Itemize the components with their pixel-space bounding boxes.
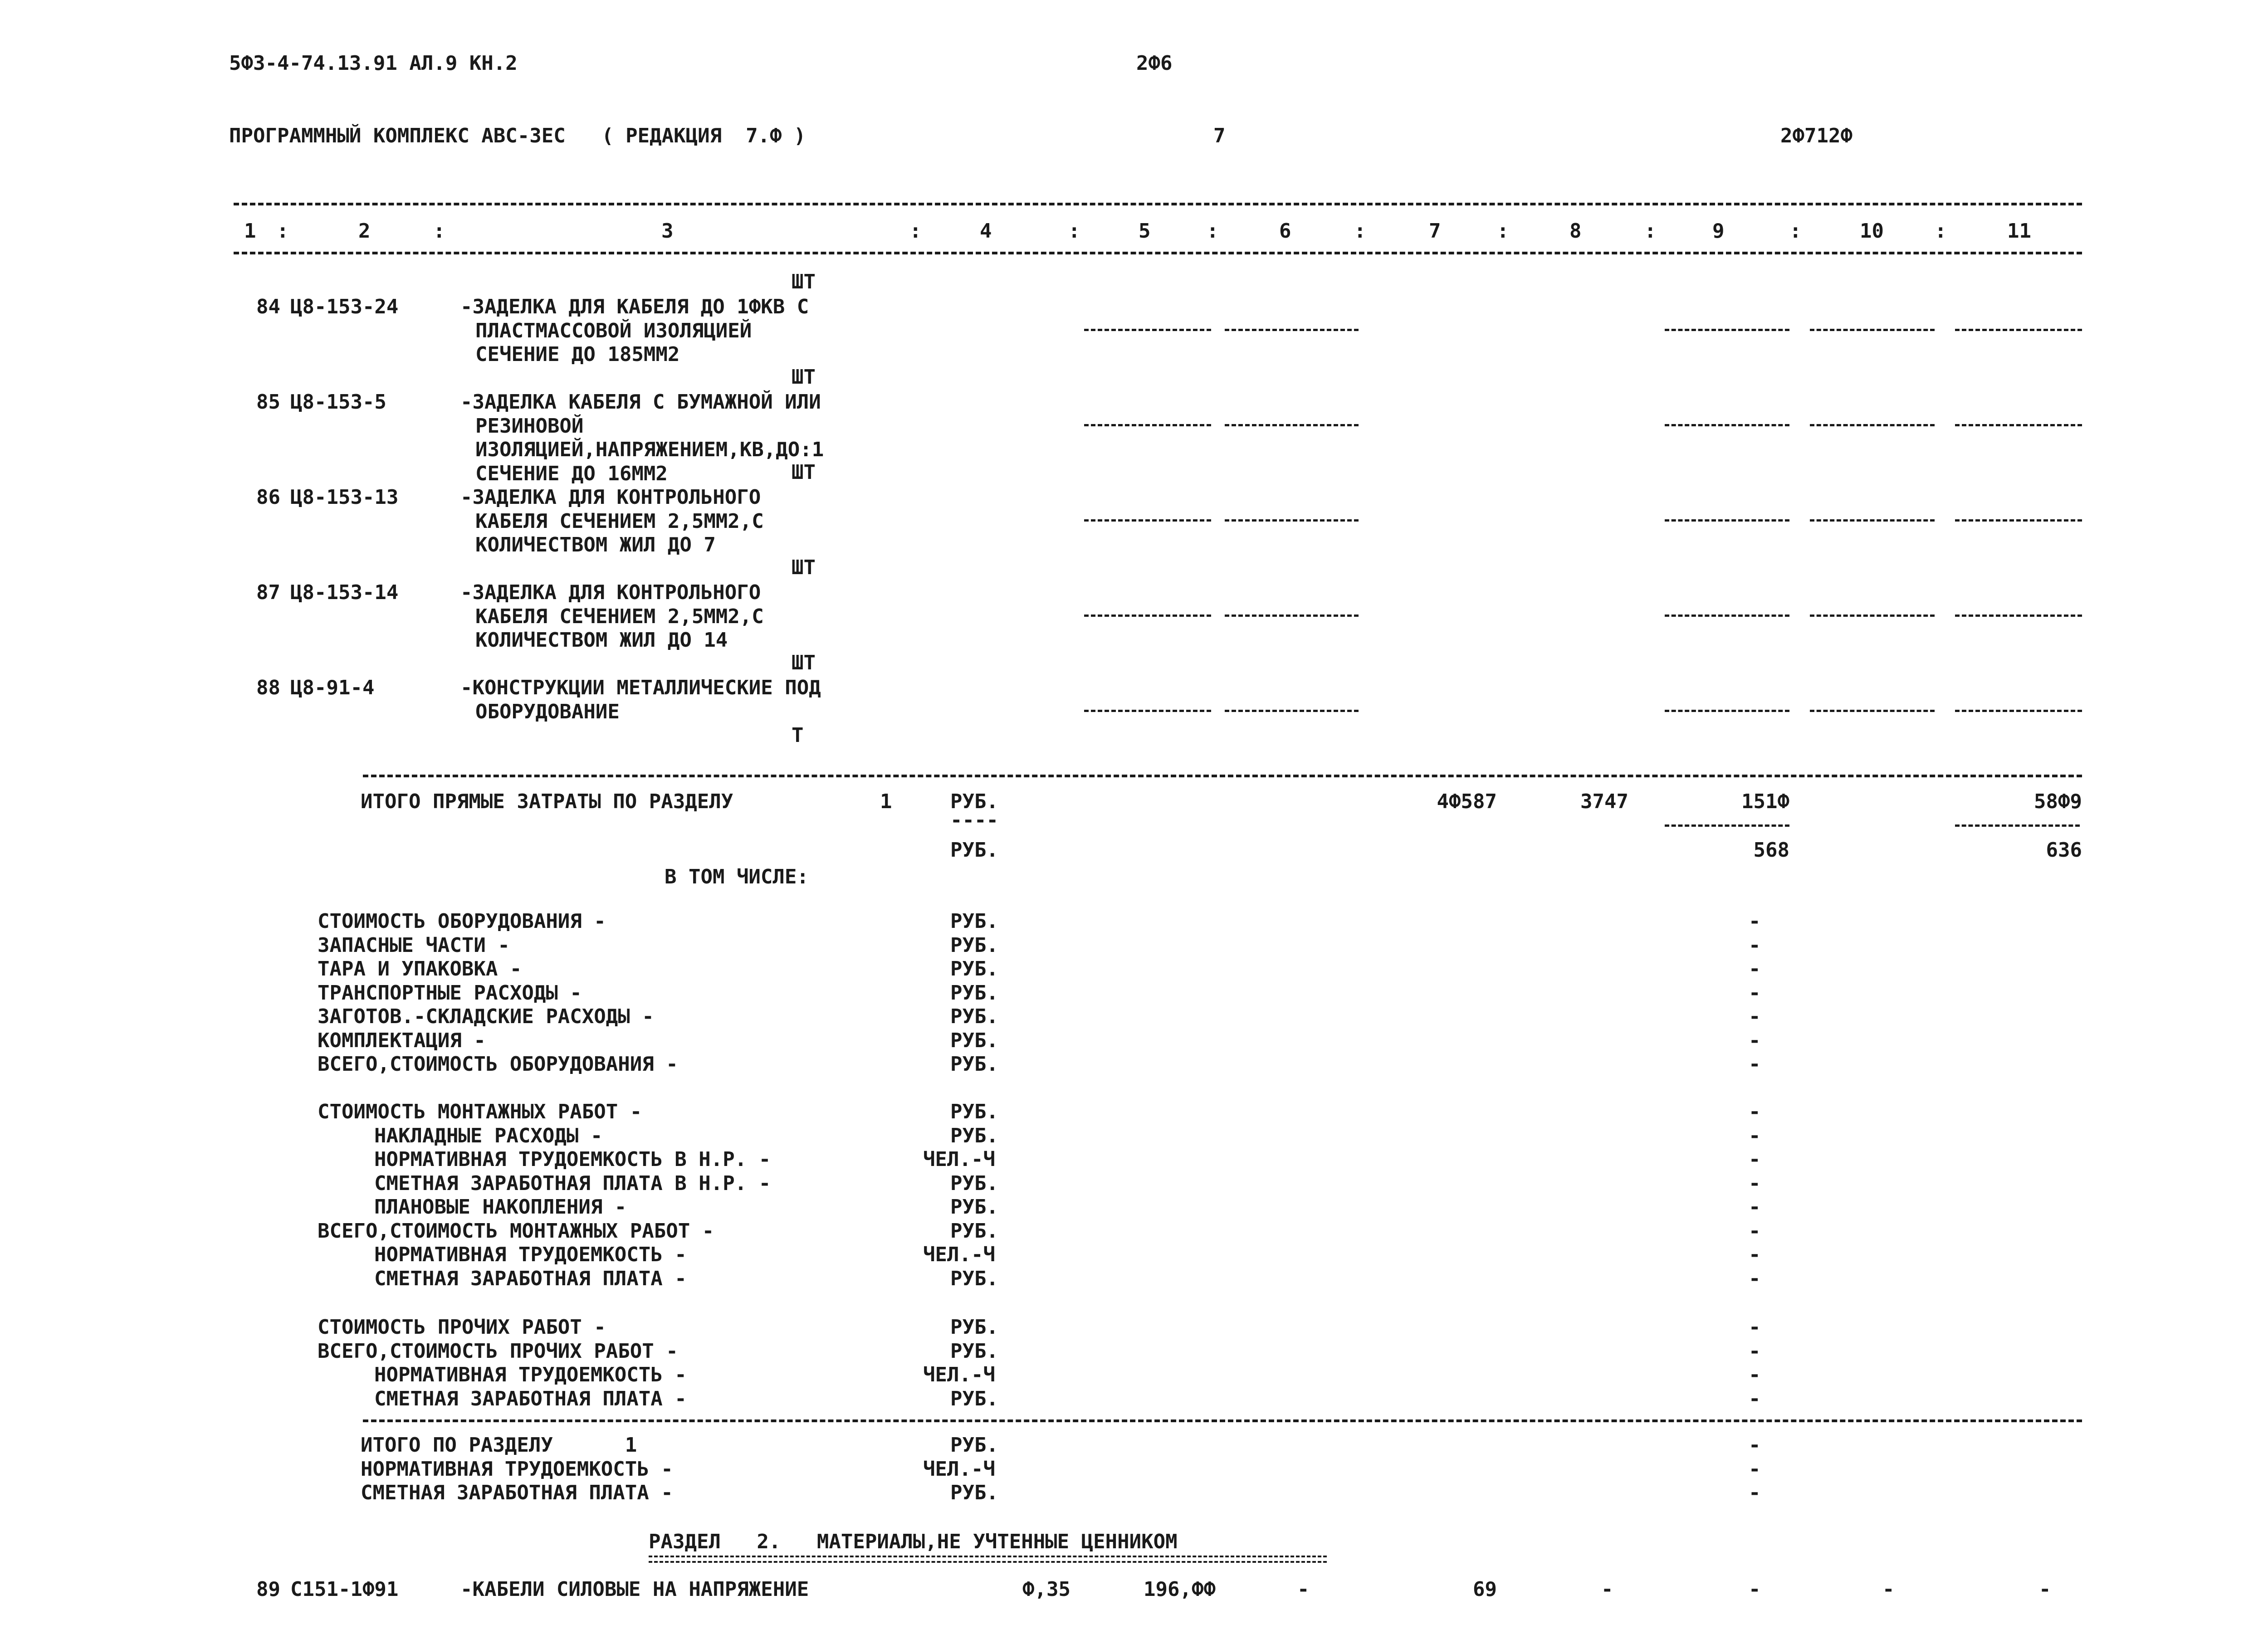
section2-underline [649, 1556, 1327, 1557]
summary-label: ВСЕГО,СТОИМОСТЬ МОНТАЖНЫХ РАБОТ - [318, 1219, 714, 1243]
summary-unit: РУБ. [950, 1100, 998, 1123]
summary-label: СТОИМОСТЬ ПРОЧИХ РАБОТ - [318, 1316, 606, 1339]
s2-qty: Ф,35 [1022, 1578, 1070, 1601]
row-unit: ШТ [792, 366, 816, 389]
col-header-6: 6 [1279, 219, 1291, 243]
row-desc-line: -КОНСТРУКЦИИ МЕТАЛЛИЧЕСКИЕ ПОД [460, 676, 821, 699]
row-desc-line: -ЗАДЕЛКА ДЛЯ КОНТРОЛЬНОГО [460, 581, 761, 604]
sheet-number: 7 [1213, 124, 1226, 147]
summary-c9: - [1749, 910, 1761, 933]
row-code: Ц8-91-4 [290, 676, 375, 699]
col-header-10: 10 [1860, 219, 1884, 243]
summary-c9: - [1749, 1124, 1761, 1147]
total-direct-unit: РУБ. [950, 790, 998, 813]
summary-label: ТРАНСПОРТНЫЕ РАСХОДЫ - [318, 981, 582, 1005]
row-number: 87 [256, 581, 280, 604]
row-code: Ц8-153-24 [290, 295, 399, 318]
summary-unit: РУБ. [950, 1316, 998, 1339]
summary-label: НОРМАТИВНАЯ ТРУДОЕМКОСТЬ - [361, 1457, 673, 1481]
row-unit: ШТ [792, 556, 816, 579]
summary-label: КОМПЛЕКТАЦИЯ - [318, 1029, 486, 1052]
total-direct-c9-2: 568 [1753, 839, 1789, 862]
top-rule [234, 203, 2082, 205]
summary-c9: - [1749, 1316, 1761, 1339]
summary-c9: - [1749, 1029, 1761, 1052]
totals-rule [363, 775, 2082, 777]
summary-c9: - [1749, 1339, 1761, 1363]
summary-c9: - [1749, 981, 1761, 1005]
s2-c9: - [1749, 1578, 1761, 1601]
program-code: 2Ф712Ф [1780, 124, 1853, 147]
row-desc-line: КОЛИЧЕСТВОМ ЖИЛ ДО 14 [475, 629, 728, 652]
summary-label: ЗАГОТОВ.-СКЛАДСКИЕ РАСХОДЫ - [318, 1005, 654, 1028]
summary-c9: - [1749, 1457, 1761, 1481]
row-unit: ШТ [792, 270, 816, 293]
summary-label: НОРМАТИВНАЯ ТРУДОЕМКОСТЬ - [374, 1363, 687, 1386]
summary-unit: РУБ. [950, 1029, 998, 1052]
row-desc-line: -ЗАДЕЛКА ДЛЯ КОНТРОЛЬНОГО [460, 486, 761, 509]
summary-unit: ЧЕЛ.-Ч [923, 1457, 995, 1481]
s2-c8: - [1601, 1578, 1613, 1601]
summary-label: ВСЕГО,СТОИМОСТЬ ОБОРУДОВАНИЯ - [318, 1053, 678, 1076]
summary-label: НАКЛАДНЫЕ РАСХОДЫ - [374, 1124, 603, 1147]
row-code: Ц8-153-14 [290, 581, 399, 604]
row-desc-line: КОЛИЧЕСТВОМ ЖИЛ ДО 7 [475, 533, 716, 556]
summary-unit: РУБ. [950, 1195, 998, 1219]
summary-c9: - [1749, 1100, 1761, 1123]
summary-c9: - [1749, 957, 1761, 980]
row-desc-line: -ЗАДЕЛКА ДЛЯ КАБЕЛЯ ДО 1ФКВ С [460, 295, 809, 318]
row-number: 86 [256, 486, 280, 509]
header-rule [234, 252, 2082, 254]
row-desc-line: ОБОРУДОВАНИЕ [475, 700, 620, 723]
summary-label: СТОИМОСТЬ ОБОРУДОВАНИЯ - [318, 910, 606, 933]
summary-label: СМЕТНАЯ ЗАРАБОТНАЯ ПЛАТА - [374, 1267, 687, 1290]
total-direct-unit-2: РУБ. [950, 839, 998, 862]
total-direct-c8: 3747 [1580, 790, 1628, 813]
summary-c9: - [1749, 1243, 1761, 1266]
total-direct-section: 1 [880, 790, 892, 813]
row-unit-2: Т [792, 724, 804, 747]
summary-unit: РУБ. [950, 933, 998, 957]
document-code: 5Ф3-4-74.13.91 АЛ.9 КН.2 [229, 52, 518, 75]
summary-unit: РУБ. [950, 1481, 998, 1504]
summary-unit: РУБ. [950, 981, 998, 1005]
col-header-1: 1 [244, 219, 256, 243]
summary-c9: - [1749, 1434, 1761, 1457]
summary-unit: РУБ. [950, 1267, 998, 1290]
s2-desc: -КАБЕЛИ СИЛОВЫЕ НА НАПРЯЖЕНИЕ [460, 1578, 809, 1601]
summary-label: СМЕТНАЯ ЗАРАБОТНАЯ ПЛАТА - [374, 1387, 687, 1410]
section-total-rule [363, 1419, 2082, 1422]
summary-c9: - [1749, 1363, 1761, 1386]
summary-unit: РУБ. [950, 1124, 998, 1147]
summary-c9: - [1749, 1387, 1761, 1410]
row-code: Ц8-153-5 [290, 390, 386, 414]
col-header-3: 3 [661, 219, 674, 243]
col-header-8: 8 [1569, 219, 1582, 243]
total-direct-c11: 58Ф9 [2034, 790, 2082, 813]
summary-unit: РУБ. [950, 910, 998, 933]
s2-c10: - [1882, 1578, 1895, 1601]
row-unit: ШТ [792, 461, 816, 484]
summary-label: НОРМАТИВНАЯ ТРУДОЕМКОСТЬ В Н.Р. - [374, 1148, 771, 1171]
row-desc-line: -ЗАДЕЛКА КАБЕЛЯ С БУМАЖНОЙ ИЛИ [460, 390, 821, 414]
s2-c5: 196,ФФ [1144, 1578, 1216, 1601]
row-desc-line: КАБЕЛЯ СЕЧЕНИЕМ 2,5ММ2,С [475, 509, 764, 533]
row-desc-line: СЕЧЕНИЕ ДО 16ММ2 [475, 462, 668, 485]
summary-label: СМЕТНАЯ ЗАРАБОТНАЯ ПЛАТА В Н.Р. - [374, 1171, 771, 1195]
summary-unit: РУБ. [950, 1053, 998, 1076]
summary-label: ТАРА И УПАКОВКА - [318, 957, 522, 980]
program-title: ПРОГРАММНЫЙ КОМПЛЕКС АВС-3ЕС ( РЕДАКЦИЯ 7.Ф ) [229, 124, 806, 147]
summary-unit: РУБ. [950, 1171, 998, 1195]
summary-unit: ЧЕЛ.-Ч [923, 1243, 995, 1266]
summary-label: СТОИМОСТЬ МОНТАЖНЫХ РАБОТ - [318, 1100, 642, 1123]
col-header-2: 2 [358, 219, 371, 243]
row-number: 88 [256, 676, 280, 699]
col-header-7: 7 [1429, 219, 1441, 243]
col-header-4: 4 [980, 219, 992, 243]
summary-label: СМЕТНАЯ ЗАРАБОТНАЯ ПЛАТА - [361, 1481, 673, 1504]
summary-label: ВСЕГО,СТОИМОСТЬ ПРОЧИХ РАБОТ - [318, 1339, 678, 1363]
section2-title: РАЗДЕЛ 2. МАТЕРИАЛЫ,НЕ УЧТЕННЫЕ ЦЕННИКОМ [649, 1530, 1178, 1553]
summary-c9: - [1749, 1195, 1761, 1219]
col-header-11: 11 [2007, 219, 2031, 243]
summary-c9: - [1749, 1053, 1761, 1076]
summary-c9: - [1749, 933, 1761, 957]
row-number: 84 [256, 295, 280, 318]
summary-unit: РУБ. [950, 1387, 998, 1410]
total-direct-c7: 4Ф587 [1437, 790, 1497, 813]
summary-c9: - [1749, 1005, 1761, 1028]
summary-unit: РУБ. [950, 957, 998, 980]
summary-unit: РУБ. [950, 1219, 998, 1243]
summary-unit: РУБ. [950, 1005, 998, 1028]
summary-label: НОРМАТИВНАЯ ТРУДОЕМКОСТЬ - [374, 1243, 687, 1266]
row-desc-line: ПЛАСТМАССОВОЙ ИЗОЛЯЦИЕЙ [475, 319, 752, 342]
row-number: 85 [256, 390, 280, 414]
s2-c7: 69 [1473, 1578, 1497, 1601]
row-desc-line: РЕЗИНОВОЙ [475, 414, 584, 438]
page-number: 2Ф6 [1136, 52, 1173, 75]
summary-unit: РУБ. [950, 1339, 998, 1363]
row-desc-line: КАБЕЛЯ СЕЧЕНИЕМ 2,5ММ2,С [475, 605, 764, 628]
s2-code: С151-1Ф91 [290, 1578, 399, 1601]
summary-label: ЗАПАСНЫЕ ЧАСТИ - [318, 933, 510, 957]
summary-label: ИТОГО ПО РАЗДЕЛУ 1 [361, 1434, 637, 1457]
total-direct-label: ИТОГО ПРЯМЫЕ ЗАТРАТЫ ПО РАЗДЕЛУ [361, 790, 733, 813]
col-header-5: 5 [1139, 219, 1151, 243]
total-direct-c9: 151Ф [1741, 790, 1789, 813]
summary-c9: - [1749, 1481, 1761, 1504]
in-total-heading: В ТОМ ЧИСЛЕ: [665, 865, 809, 888]
summary-c9: - [1749, 1219, 1761, 1243]
summary-c9: - [1749, 1267, 1761, 1290]
summary-label: ПЛАНОВЫЕ НАКОПЛЕНИЯ - [374, 1195, 627, 1219]
s2-num: 89 [256, 1578, 280, 1601]
row-code: Ц8-153-13 [290, 486, 399, 509]
total-direct-c11-2: 636 [2046, 839, 2082, 862]
summary-c9: - [1749, 1148, 1761, 1171]
summary-unit: ЧЕЛ.-Ч [923, 1363, 995, 1386]
s2-c6: - [1297, 1578, 1310, 1601]
summary-unit: ЧЕЛ.-Ч [923, 1148, 995, 1171]
row-desc-line: СЕЧЕНИЕ ДО 185ММ2 [475, 343, 680, 366]
summary-unit: РУБ. [950, 1434, 998, 1457]
summary-c9: - [1749, 1171, 1761, 1195]
row-unit: ШТ [792, 651, 816, 674]
row-desc-line: ИЗОЛЯЦИЕЙ,НАПРЯЖЕНИЕМ,КВ,ДО:1 [475, 438, 824, 461]
col-header-9: 9 [1712, 219, 1725, 243]
s2-c11: - [2039, 1578, 2051, 1601]
